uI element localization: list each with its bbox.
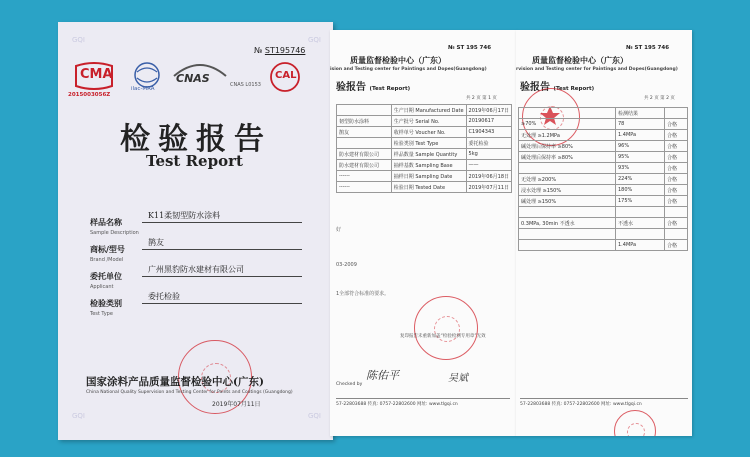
signature: 陈佑平 — [366, 369, 399, 382]
cover-field-brand: 商标/型号 鹊友 Brand /Model — [90, 237, 305, 263]
center-name-cn: 国家涂料产品质量监督检验中心(广东) — [86, 376, 264, 388]
page-footer: 57-22803688 传真: 0757-22802600 网址: www.tlgqi.cn — [336, 402, 458, 407]
report-cover-page — [58, 22, 333, 440]
official-seal — [614, 410, 656, 436]
table-row: 生产日期 Manufactured Date 2019年06月17日 — [337, 105, 512, 116]
test-results-table — [518, 107, 688, 251]
table-row: 检验类别 Test Type 委托检验 — [337, 138, 512, 149]
table-row: 无处理 ≥1.2MPa 1.4MPa 合格 — [519, 130, 688, 141]
official-seal — [414, 296, 478, 360]
table-row — [519, 229, 688, 240]
table-row: 碱处理 ≥150% 175% 合格 — [519, 196, 688, 207]
table-row: 浸水处理 ≥150% 180% 合格 — [519, 185, 688, 196]
stamp-note: 复印报告未重新加盖“检验检测专用章”无效 — [400, 334, 486, 339]
report-page-2 — [516, 30, 692, 436]
checked-by-label: Checked by — [336, 382, 363, 387]
table-row: ------ 检验日期 Tested Date 2019年07月11日 — [337, 182, 512, 193]
table-row — [519, 207, 688, 218]
page-title-cn: 验报告 (Test Report) — [336, 82, 411, 93]
report-page-1 — [330, 30, 516, 436]
note-text: 好 — [336, 227, 342, 233]
report-title-en: Test Report — [146, 152, 243, 170]
table-row: 鹊友 收样单号 Voucher No. C1904343 — [337, 127, 512, 138]
conclusion-text: 1全部符合标准的要求。 — [336, 291, 390, 297]
cnas-code: CNAS L0153 — [230, 82, 261, 88]
header-en: rvision and Testing center for Paintings and Dopes(Guangdong) — [516, 67, 678, 72]
page-number: 共 2 页 第 1 页 — [466, 96, 497, 101]
watermark: GQI — [72, 412, 85, 420]
cover-field-sample: 样品名称 K11柔韧型防水涂料 Sample Description — [90, 210, 305, 236]
cover-field-applicant: 委托单位 广州黑豹防水建材有限公司 Applicant — [90, 264, 305, 290]
page-footer: 57-22803688 传真: 0757-22802600 网址: www.tlgqi.cn — [520, 402, 642, 407]
table-row: 碱处理后保持率 ≥80% 96% 合格 — [519, 141, 688, 152]
sample-info-table — [336, 104, 512, 193]
table-row: 检测结果 — [519, 108, 688, 119]
header-en: ision and Testing center for Paintings and Dopes(Guangdong) — [330, 67, 487, 72]
page-number: 共 2 页 第 2 页 — [644, 96, 675, 101]
table-row: ≥70% 78 合格 — [519, 119, 688, 130]
report-date: 2019年07月11日 — [212, 401, 261, 408]
header-cn: 质量监督检验中心（广东） — [350, 55, 446, 65]
cal-logo: CAL — [268, 60, 302, 94]
table-row: 0.3MPa, 30min 不透水 不透水 合格 — [519, 218, 688, 229]
table-row: 93% 合格 — [519, 163, 688, 174]
ilac-logo: ilac-MRA — [130, 60, 164, 94]
signature: 吴斌 — [448, 373, 468, 384]
serial-number: № ST 195 746 — [448, 45, 492, 51]
watermark: GQI — [72, 36, 85, 44]
header-cn: 质量监督检验中心（广东） — [532, 55, 628, 65]
table-row: 防水建材有限公司 抽样基数 Sampling Base —— — [337, 160, 512, 171]
cover-field-test-type: 检验类别 委托检验 Test Type — [90, 291, 305, 317]
page-title-cn: 验报告 (Test Report) — [520, 82, 595, 93]
serial-number: № ST 195 746 — [626, 45, 670, 51]
report-title-cn: 检验报告 — [120, 122, 272, 157]
footer-divider — [336, 398, 510, 399]
cma-logo: CMA — [72, 62, 116, 90]
table-row: 1.4MPa 合格 — [519, 240, 688, 251]
center-name-en: China National Quality Supervision and Testing Center for Paints and Coatings (Guangdong) — [86, 390, 293, 395]
table-row: 韧型防水涂料 生产批号 Serial No. 20190617 — [337, 116, 512, 127]
table-row: 防水建材有限公司 样品数量 Sample Quantity 5kg — [337, 149, 512, 160]
cnas-logo: CNAS — [170, 60, 230, 96]
table-row: ------ 抽样日期 Sampling Date 2019年06月18日 — [337, 171, 512, 182]
watermark: GQI — [308, 412, 321, 420]
table-row: 碱处理后保持率 ≥80% 95% 合格 — [519, 152, 688, 163]
watermark: GQI — [308, 36, 321, 44]
footer-divider — [520, 398, 688, 399]
table-row: 无处理 ≥200% 224% 合格 — [519, 174, 688, 185]
cma-code: 2015003056Z — [68, 92, 111, 98]
serial-number: № ST195746 — [254, 46, 306, 55]
note-text: 03-2009 — [336, 262, 357, 268]
